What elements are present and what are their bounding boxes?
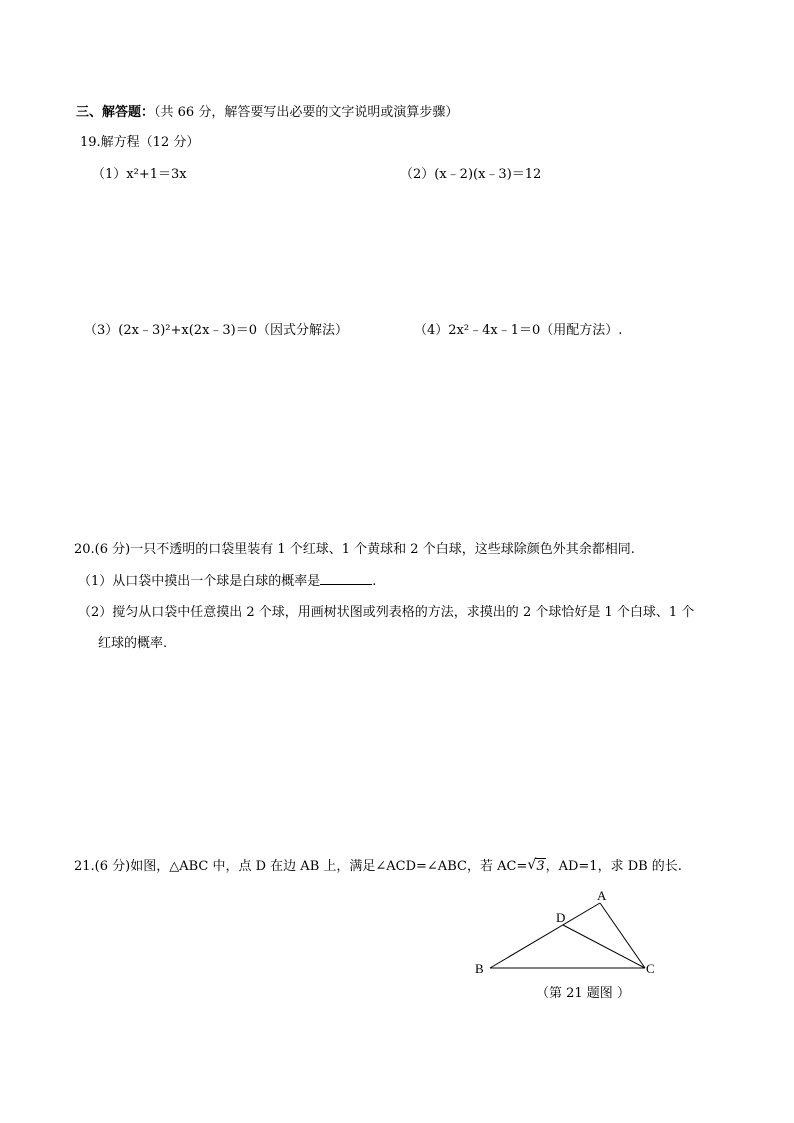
section-note: （共 66 分，解答要写出必要的文字说明或演算步骤） [154, 105, 459, 120]
label-d: D [556, 910, 566, 925]
q20-part2-line1: （2）搅匀从口袋中任意摸出 2 个球，用画树状图或列表格的方法，求摸出的 2 个球恰好是 1 个白球、1 个 [78, 605, 695, 620]
q21-question [74, 858, 682, 876]
q20-part1 [78, 572, 376, 591]
q20-part1-period: . [372, 574, 377, 589]
q21-text-before: 21.(6 分)如图，△ABC 中，点 D 在边 AB 上，满足∠ACD=∠ABC，若 AC= [74, 859, 528, 874]
q19-title: 19.解方程（12 分） [80, 135, 200, 150]
q19-part3: （3）(2x﹣3)²+x(2x﹣3)＝0（因式分解法） [84, 323, 349, 338]
q20-part1-text: （1）从口袋中摸出一个球是白球的概率是 [78, 574, 321, 589]
section-header [76, 104, 458, 122]
figure-caption: （第 21 题图 ） [536, 986, 630, 1001]
label-a: A [597, 888, 607, 903]
label-c: C [646, 961, 655, 976]
q20-title: 20.(6 分)一只不透明的口袋里装有 1 个红球、1 个黄球和 2 个白球，这些球除颜色外其余都相同. [74, 542, 635, 557]
radical-sign-icon: √ [527, 857, 537, 873]
sqrt-radicand: 3 [536, 859, 545, 874]
label-b: B [475, 961, 484, 976]
q19-part1: （1）x²+1＝3x [92, 167, 187, 182]
q20-part2-line2: 红球的概率. [98, 636, 168, 651]
q19-part4: （4）2x²﹣4x﹣1＝0（用配方法）. [414, 323, 623, 338]
q21-text-after: ，AD=1，求 DB 的长. [545, 859, 682, 874]
segment-dc [563, 925, 645, 968]
section-heading: 三、解答题： [76, 105, 155, 120]
segment-ac [600, 903, 645, 968]
q19-part2: （2）(x﹣2)(x﹣3)＝12 [400, 167, 542, 182]
answer-blank [320, 572, 372, 585]
triangle-figure [470, 888, 670, 983]
sqrt-three [527, 858, 545, 876]
